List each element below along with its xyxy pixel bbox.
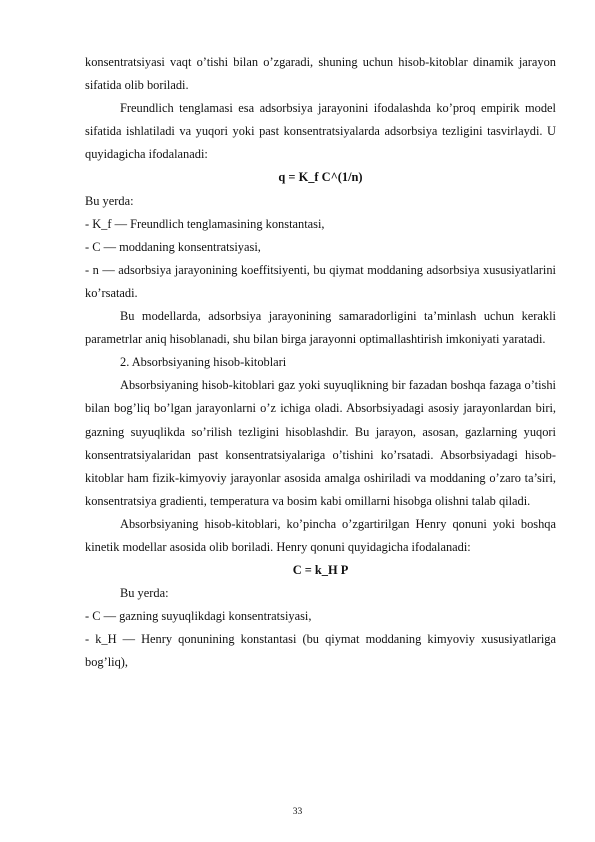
definition-c: - C — moddaning konsentratsiyasi, — [85, 239, 261, 254]
formula-freundlich: q = K_f C^(1/n) — [278, 170, 363, 185]
definition-kf: - K_f — Freundlich tenglamasining konstantasi, — [85, 216, 325, 231]
document-page — [85, 51, 556, 675]
paragraph-freundlich-intro: Freundlich tenglamasi esa adsorbsiya jarayonini ifodalashda ko’proq empirik model sifatida ishlatiladi va yuqori yoki past konsentratsiyalarda adsorbsiya tezligini tasvirlaydi. U quyidagicha ifodalanadi: — [85, 101, 556, 162]
paragraph-absorption: Absorbsiyaning hisob-kitoblari gaz yoki suyuqlikning bir fazadan boshqa fazaga o’tishi bilan bog’liq bo’lgan jarayonlarni o’z ichiga oladi. Absorbsiyadagi asosiy jarayonlardan biri, gazning suyuqlikda so’rilish tezligini hisoblashdir. Bu jarayon, asosan, gazlarning yuqori konsentratsiyalaridan past konsentratsiyalariga o’tishini ko’rsatadi. Absorbsiyadagi hisob-kitoblar ham fizik-kimyoviy jarayonlar asosida amalga oshiriladi va moddaning o’zaro ta’siri, konsentratsiya gradienti, temperatura va bosim kabi omillarni hisobga olishni talab qiladi. — [85, 378, 556, 508]
definition-kh: - k_H — Henry qonunining konstantasi (bu qiymat moddaning kimyoviy xususiyatlariga bog’liq), — [85, 632, 556, 670]
paragraph-henry-intro: Absorbsiyaning hisob-kitoblari, ko’pincha o’zgartirilgan Henry qonuni yoki boshqa kinetik modellar asosida olib boriladi. Henry qonuni quyidagicha ifodalanadi: — [85, 516, 556, 554]
definition-n: - n — adsorbsiya jarayonining koeffitsiyenti, bu qiymat moddaning adsorbsiya xususiyatlarini ko’rsatadi. — [85, 262, 556, 300]
definition-c-gas: - C — gazning suyuqlikdagi konsentratsiyasi, — [85, 609, 312, 624]
where-label: Bu yerda: — [85, 193, 134, 208]
paragraph-continuation: konsentratsiyasi vaqt o’tishi bilan o’zgaradi, shuning uchun hisob-kitoblar dinamik jarayon sifatida olib boriladi. — [85, 55, 556, 93]
section-heading-absorption: 2. Absorbsiyaning hisob-kitoblari — [120, 355, 287, 370]
paragraph-models: Bu modellarda, adsorbsiya jarayonining samaradorligini ta’minlash uchun kerakli parametrlar aniq hisoblanadi, shu bilan birga jarayonni optimallashtirish imkoniyati yaratadi. — [85, 309, 556, 347]
formula-henry: C = k_H P — [292, 563, 349, 578]
page-number: 33 — [292, 807, 303, 817]
where-label-2: Bu yerda: — [120, 586, 169, 601]
